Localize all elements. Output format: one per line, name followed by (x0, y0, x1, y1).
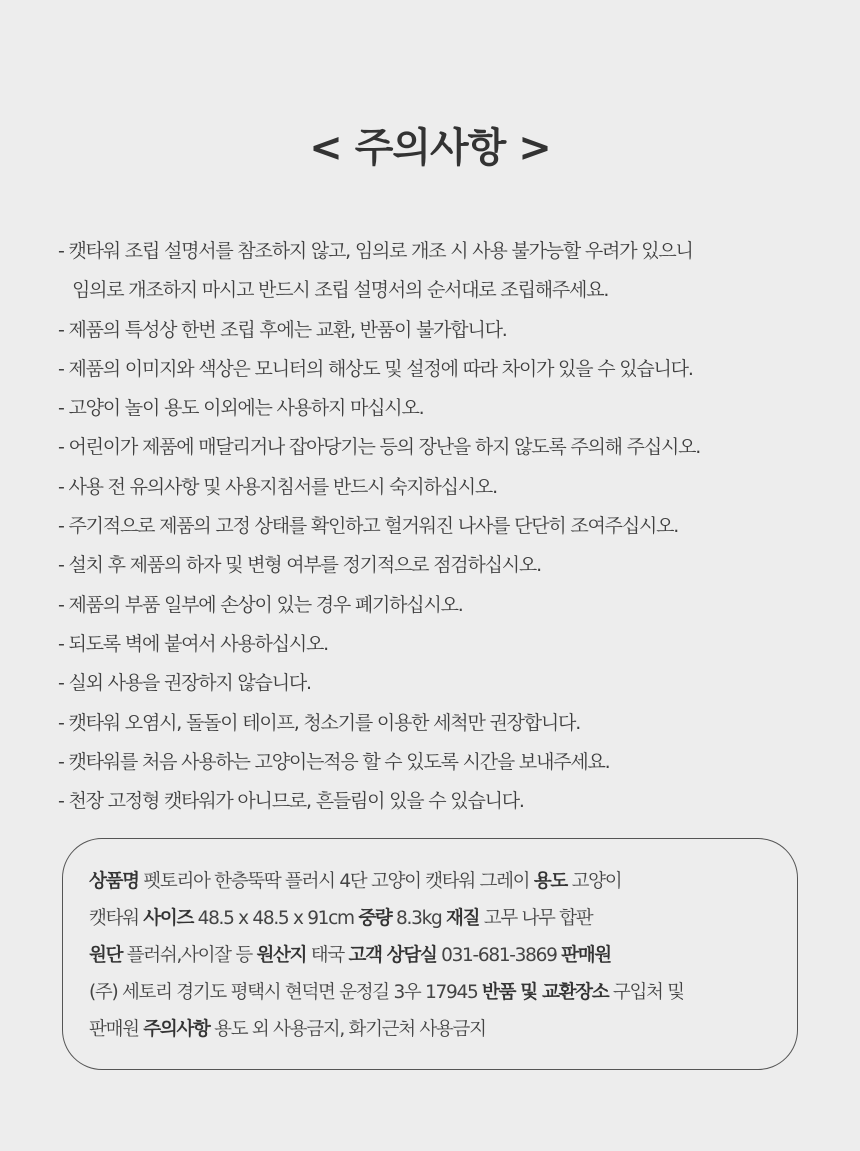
caution-item: - 되도록 벽에 붙여서 사용하십시오. (58, 632, 329, 655)
info-value: 고양이 (566, 871, 622, 892)
caution-item: - 제품의 이미지와 색상은 모니터의 해상도 및 설정에 따라 차이가 있을 수 있습니다. (58, 357, 693, 380)
product-info-line (89, 1011, 684, 1048)
info-value: 판매원 (89, 1019, 144, 1040)
caution-item: - 설치 후 제품의 하자 및 변형 여부를 정기적으로 점검하십시오. (58, 554, 541, 577)
info-value: (주) 세토리 경기도 평택시 현덕면 운정길 3우 17945 (89, 982, 483, 1003)
info-label: 재질 (446, 908, 480, 929)
caution-item: - 제품의 특성상 한번 조립 후에는 교환, 반품이 불가합니다. (58, 318, 507, 341)
info-label: 상품명 (89, 871, 139, 892)
caution-list (58, 232, 838, 821)
page-title: < 주의사항 > (309, 125, 551, 171)
info-value: 구입처 및 (608, 982, 684, 1003)
info-value: 48.5 x 48.5 x 91cm (193, 908, 359, 929)
caution-item: - 사용 전 유의사항 및 사용지침서를 반드시 숙지하십시오. (58, 475, 497, 498)
info-label: 중량 (358, 908, 392, 929)
info-value: 펫토리아 한층뚝딱 플러시 4단 고양이 캣타워 그레이 (138, 871, 534, 892)
info-value: 031-681-3869 (436, 945, 562, 966)
info-value: 캣타워 (89, 908, 144, 929)
caution-item: - 실외 사용을 권장하지 않습니다. (58, 672, 311, 695)
product-info-line (89, 974, 684, 1011)
info-label: 원단 (89, 945, 123, 966)
caution-item: - 주기적으로 제품의 고정 상태를 확인하고 헐거워진 나사를 단단히 조여주십시오. (58, 515, 679, 538)
caution-item: - 천장 고정형 캣타워가 아니므로, 흔들림이 있을 수 있습니다. (58, 790, 524, 813)
product-info-lines (89, 863, 684, 1048)
caution-item-continued: 임의로 개조하지 마시고 반드시 조립 설명서의 순서대로 조립해주세요. (72, 279, 609, 302)
info-value: 고무 나무 합판 (479, 908, 593, 929)
caution-item: - 캣타워 오염시, 돌돌이 테이프, 청소기를 이용한 세척만 권장합니다. (58, 711, 581, 734)
info-value: 태국 (306, 945, 349, 966)
product-info-line (89, 900, 684, 937)
info-label: 용도 (533, 871, 567, 892)
product-info-line (89, 863, 684, 900)
info-label: 판매원 (561, 945, 611, 966)
info-label: 고객 상담실 (348, 945, 437, 966)
info-value: 용도 외 사용금지, 화기근처 사용금지 (209, 1019, 486, 1040)
info-label: 사이즈 (143, 908, 194, 929)
info-label: 주의사항 (143, 1019, 210, 1040)
product-info-box (62, 838, 798, 1070)
product-info-line (89, 937, 684, 974)
caution-item: - 제품의 부품 일부에 손상이 있는 경우 폐기하십시오. (58, 593, 463, 616)
info-value: 플러쉬,사이잘 등 (122, 945, 257, 966)
info-value: 8.3kg (391, 908, 447, 929)
caution-item: - 고양이 놀이 용도 이외에는 사용하지 마십시오. (58, 397, 424, 420)
info-label: 원산지 (256, 945, 307, 966)
caution-item: - 어린이가 제품에 매달리거나 잡아당기는 등의 장난을 하지 않도록 주의해 주십시오. (58, 436, 701, 459)
caution-item: - 캣타워 조립 설명서를 참조하지 않고, 임의로 개조 시 사용 불가능할 우려가 있으니 (58, 240, 693, 262)
caution-item: - 캣타워를 처음 사용하는 고양이는적응 할 수 있도록 시간을 보내주세요. (58, 750, 610, 773)
info-label: 반품 및 교환장소 (482, 982, 609, 1003)
